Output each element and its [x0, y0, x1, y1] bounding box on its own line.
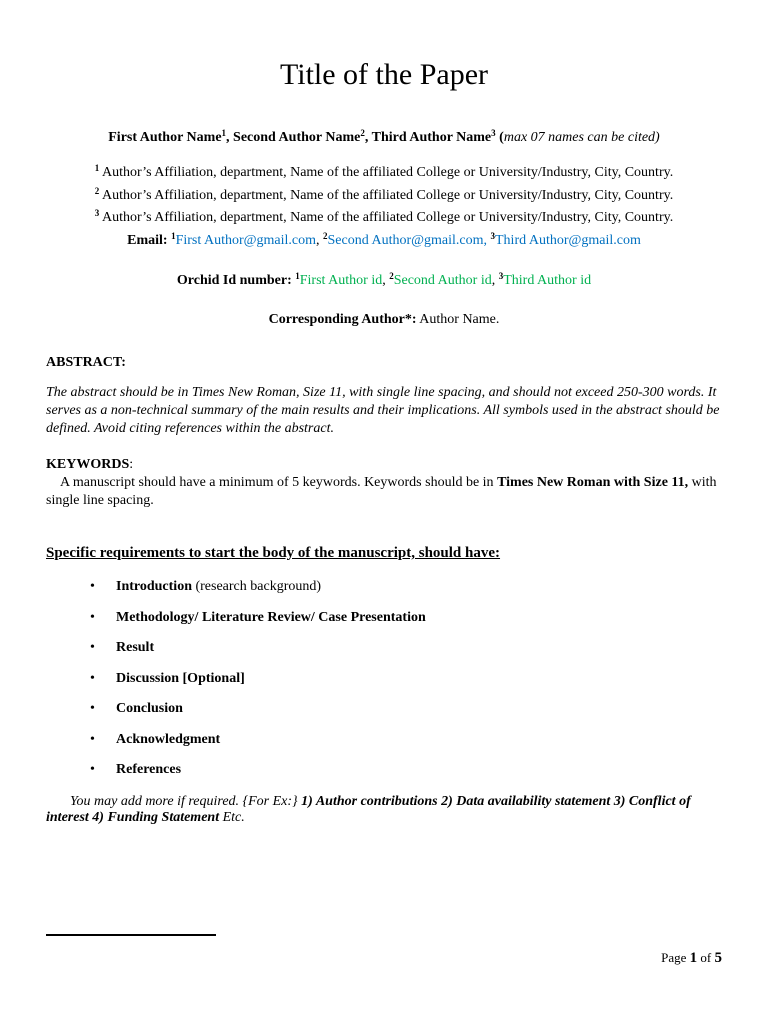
corresponding-label: Corresponding Author*: [268, 312, 417, 327]
page-of: of [697, 950, 715, 965]
item-bold: Methodology/ Literature Review/ Case Presentation [116, 609, 426, 625]
author-line [46, 130, 722, 146]
keywords-heading: KEYWORDS [46, 457, 130, 472]
orchid-id-1[interactable]: First Author id [299, 273, 383, 288]
page-number [661, 950, 722, 967]
bullet-icon: • [90, 762, 95, 777]
keywords-heading-line [46, 456, 722, 474]
corresponding-value: Author Name. [419, 312, 500, 327]
item-bold: Introduction [116, 579, 192, 594]
orchid-sup-3: 3 [498, 271, 504, 281]
list-item [46, 668, 426, 699]
list-item [46, 607, 426, 638]
note-open: ( [495, 130, 504, 145]
author-2: Second Author Name [233, 130, 361, 145]
affiliation-2 [46, 188, 722, 204]
sep: , [226, 130, 234, 145]
more-b: Etc. [219, 810, 245, 825]
item-bold: Discussion [Optional] [116, 670, 245, 686]
bullet-icon: • [90, 640, 95, 655]
affiliation-3 [46, 210, 722, 226]
bullet-icon: • [90, 701, 95, 716]
page-current: 1 [689, 950, 698, 966]
list-item [46, 637, 426, 668]
list-item [46, 729, 426, 760]
bullet-icon: • [90, 670, 95, 686]
keywords-text-b: with single line spacing. [46, 475, 717, 508]
page-word: Page [661, 950, 690, 965]
list-item [46, 698, 426, 729]
orchid-id-2[interactable]: Second Author id [393, 273, 492, 288]
affiliation-1 [46, 165, 722, 181]
list-item [46, 576, 426, 607]
more-bold: 1) Author contributions 2) Data availability statement 3) Conflict of interest 4) Funding Statement [46, 794, 691, 825]
orchid-sup-2: 2 [389, 271, 394, 281]
author-3: Third Author Name [371, 130, 492, 145]
aff-text: Author’s Affiliation, department, Name of the affiliated College or University/Industry, City, Country. [102, 210, 674, 225]
email-link-3[interactable]: Third Author@gmail.com [495, 233, 641, 248]
orchid-line: Orchid Id number: $^1$First Author id, $^2$Second Author id, $^3$Third Author id [176, 271, 592, 288]
email-label: Email: [127, 233, 168, 248]
email-link-1[interactable]: First Author@gmail.com [175, 233, 317, 248]
author-1: First Author Name [108, 130, 222, 145]
item-bold: Conclusion [116, 701, 183, 716]
email-link-2[interactable]: Second Author@gmail.com [327, 233, 484, 248]
bullet-icon: • [90, 609, 95, 625]
orchid-sup-1: 1 [295, 271, 300, 281]
requirements-list [46, 576, 426, 790]
author-1-sup: 1 [221, 128, 227, 138]
item-bold: Acknowledgment [116, 731, 221, 747]
keywords-text-bold: Times New Roman with Size 11, [497, 475, 689, 490]
aff-sup: 2 [94, 186, 100, 196]
email-sup-1: 1 [171, 231, 176, 241]
bullet-icon: • [90, 579, 95, 594]
email-line: Email: $^1$First Author@gmail.com, $^2$Second Author@gmail.com, $^3$Third Author@gmail.com [127, 231, 641, 248]
orchid-label: Orchid Id number: [176, 273, 292, 288]
footnote-separator [46, 934, 216, 936]
aff-text: Author’s Affiliation, department, Name of the affiliated College or University/Industry, City, Country. [102, 188, 674, 203]
paper-title: Title of the Paper [279, 58, 489, 91]
list-item [46, 759, 426, 790]
abstract-text: The abstract should be in Times New Roman, Size 11, with single line spacing, and should not exceed 250-300 words. It serves as a non-technical summary of the main results and their implications. All symbols used in the abstract should be defined. Avoid citing references within the abstract. [46, 385, 720, 436]
aff-text: Author’s Affiliation, department, Name of the affiliated College or University/Industry, City, Country. [102, 165, 674, 180]
email-sup-2: 2 [323, 231, 328, 241]
sep: , [364, 130, 372, 145]
more-a: You may add more if required. {For Ex:} [70, 794, 302, 809]
aff-sup: 3 [94, 208, 100, 218]
email-sup-3: 3 [490, 231, 495, 241]
item-bold: Result [116, 640, 155, 655]
requirements-heading: Specific requirements to start the body of the manuscript, should have: [46, 545, 501, 561]
item-bold: References [116, 762, 182, 777]
abstract-heading: ABSTRACT: [46, 355, 126, 370]
item-rest: (research background) [191, 579, 322, 594]
bullet-icon: • [90, 731, 95, 747]
corresponding-line [46, 312, 722, 328]
keywords-text [46, 474, 722, 510]
aff-sup: 1 [94, 163, 100, 173]
more-note [46, 794, 722, 826]
keywords-colon: : [129, 457, 134, 472]
author-2-sup: 2 [360, 128, 365, 138]
author-note: max 07 names can be cited) [503, 130, 660, 145]
keywords-text-a: A manuscript should have a minimum of 5 keywords. Keywords should be in [60, 475, 498, 490]
page-total: 5 [714, 950, 722, 966]
author-3-sup: 3 [491, 128, 496, 138]
document-page [46, 0, 722, 1024]
orchid-id-3[interactable]: Third Author id [503, 273, 592, 288]
